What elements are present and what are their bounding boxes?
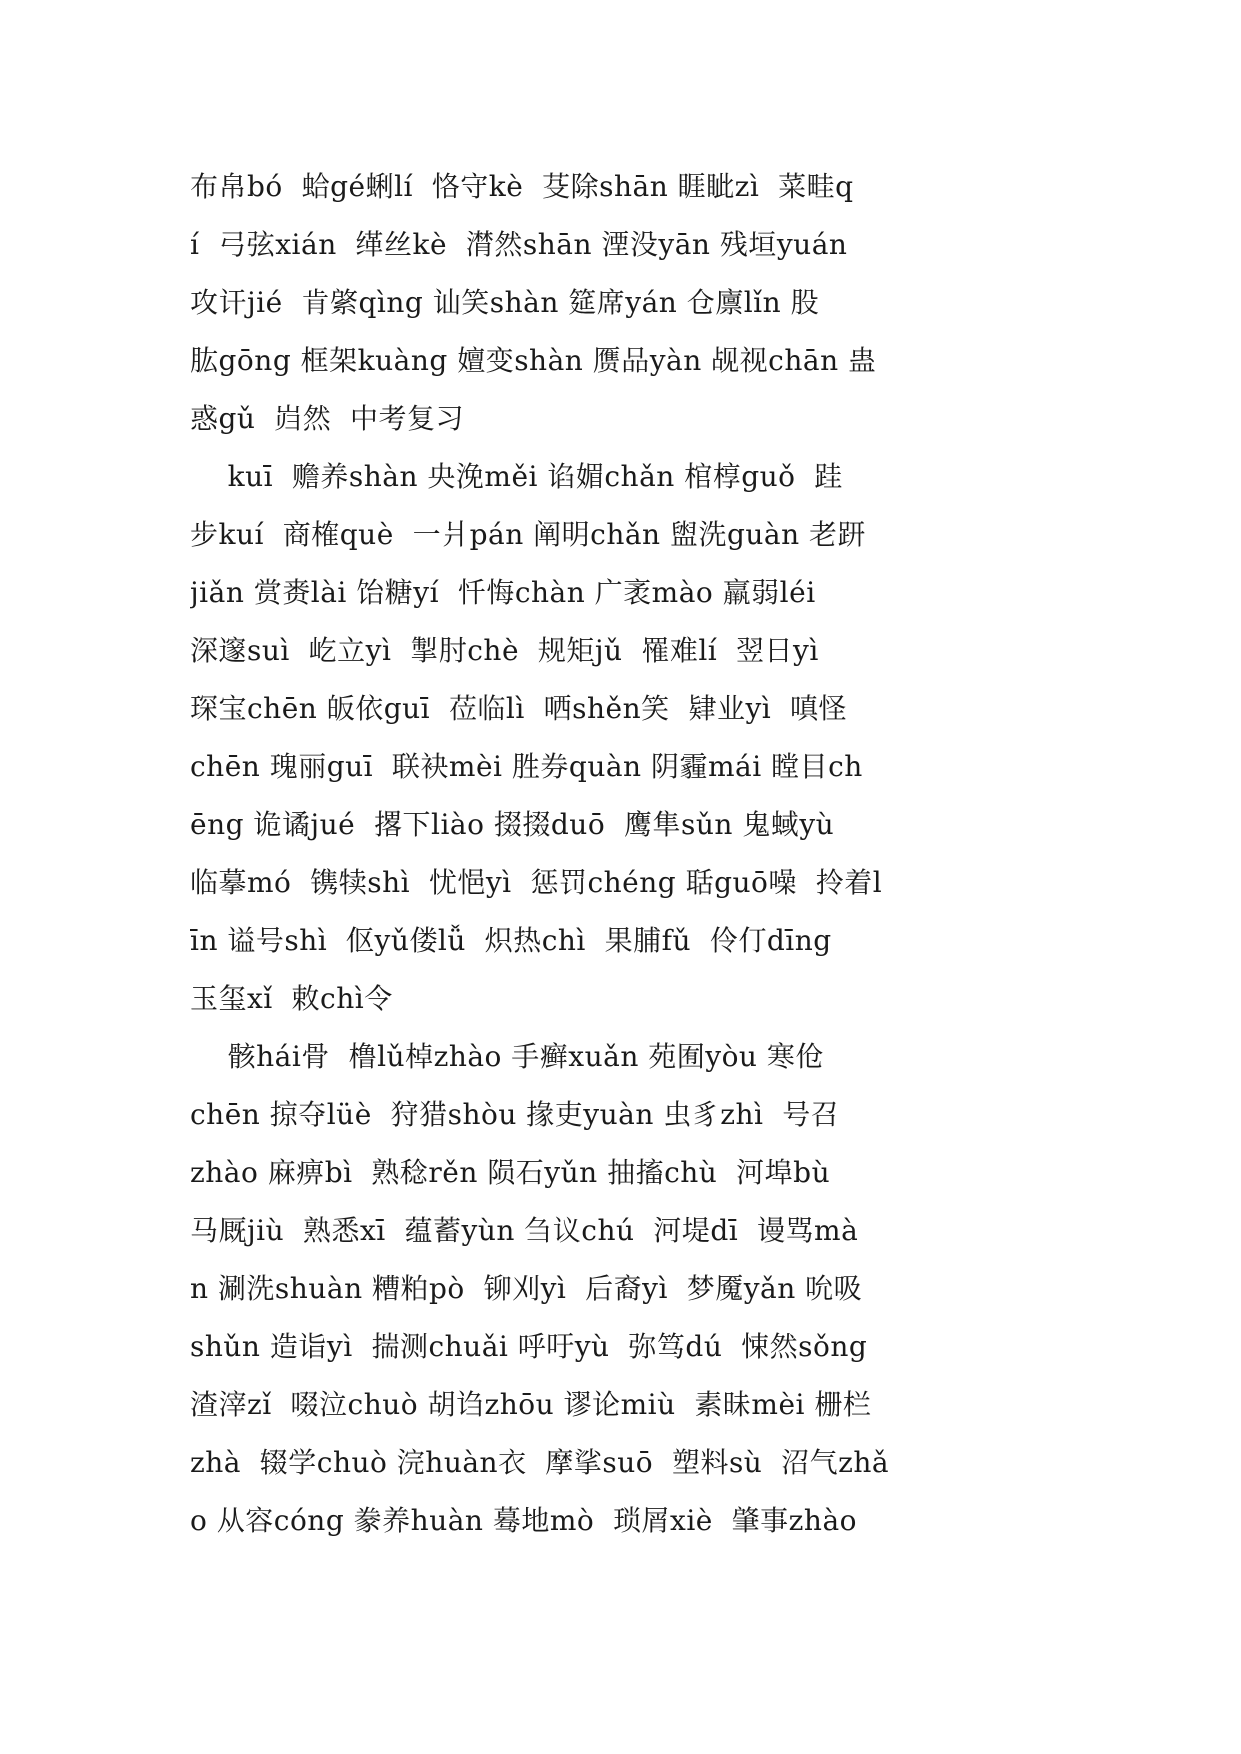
- text-line: zhà 辍学chuò 浣huàn衣 摩挲suō 塑料sù 沼气zhǎ: [190, 1446, 890, 1479]
- text-line: 深邃suì 屹立yì 掣肘chè 规矩jǔ 罹难lí 翌日yì: [190, 634, 819, 667]
- text-line: 肱gōng 框架kuàng 嬗变shàn 赝品yàn 觇视chān 蛊: [190, 344, 877, 377]
- text-line: 琛宝chēn 皈依guī 莅临lì 哂shěn笑 肄业yì 嗔怪: [190, 692, 848, 725]
- text-line: 马厩jiù 熟悉xī 蕴蓄yùn 刍议chú 河堤dī 谩骂mà: [190, 1214, 859, 1247]
- paragraph-2: [190, 448, 1050, 1028]
- text-line: 步kuí 商榷què 一爿pán 阐明chǎn 盥洗guàn 老趼: [190, 518, 867, 551]
- text-line: 布帛bó 蛤gé蜊lí 恪守kè 芟除shān 睚眦zì 菜畦q: [190, 170, 854, 203]
- text-line: shǔn 造诣yì 揣测chuǎi 呼吁yù 弥笃dú 悚然sǒng: [190, 1330, 868, 1363]
- text-line: 渣滓zǐ 啜泣chuò 胡诌zhōu 谬论miù 素昧mèi 栅栏: [190, 1388, 872, 1421]
- text-line: kuī 赡养shàn 央浼měi 谄媚chǎn 棺椁guǒ 跬: [190, 460, 843, 493]
- text-line: zhào 麻痹bì 熟稔rěn 陨石yǔn 抽搐chù 河埠bù: [190, 1156, 831, 1189]
- document-body: [190, 158, 1050, 1550]
- text-line: 骸hái骨 橹lǔ棹zhào 手癣xuǎn 苑囿yòu 寒伧: [190, 1040, 824, 1073]
- text-line: o 从容cóng 豢养huàn 蓦地mò 琐屑xiè 肇事zhào: [190, 1504, 858, 1537]
- text-line: chēn 瑰丽guī 联袂mèi 胜券quàn 阴霾mái 瞠目ch: [190, 750, 863, 783]
- text-line: 玉玺xǐ 敕chì令: [190, 982, 393, 1015]
- text-line: jiǎn 赏赉lài 饴糖yí 忏悔chàn 广袤mào 羸弱léi: [190, 576, 816, 609]
- text-line: īn 谥号shì 伛yǔ偻lǚ 炽热chì 果脯fǔ 伶仃dīng: [190, 924, 832, 957]
- text-line: ēng 诡谲jué 撂下liào 掇掇duō 鹰隼sǔn 鬼蜮yù: [190, 808, 835, 841]
- paragraph-1: [190, 158, 1050, 448]
- text-line: í 弓弦xián 缂丝kè 潸然shān 湮没yān 残垣yuán: [190, 228, 848, 261]
- text-line: n 涮洗shuàn 糟粕pò 铆刈yì 后裔yì 梦魇yǎn 吮吸: [190, 1272, 863, 1305]
- text-line: 临摹mó 镌犊shì 忧悒yì 惩罚chéng 聒guō噪 拎着l: [190, 866, 883, 899]
- paragraph-3: [190, 1028, 1050, 1550]
- text-line: 攻讦jié 肯綮qìng 讪笑shàn 筵席yán 仓廪lǐn 股: [190, 286, 820, 319]
- text-line: chēn 掠夺lüè 狩猎shòu 掾吏yuàn 虫豸zhì 号召: [190, 1098, 840, 1131]
- text-line: 惑gǔ 岿然 中考复习: [190, 402, 465, 435]
